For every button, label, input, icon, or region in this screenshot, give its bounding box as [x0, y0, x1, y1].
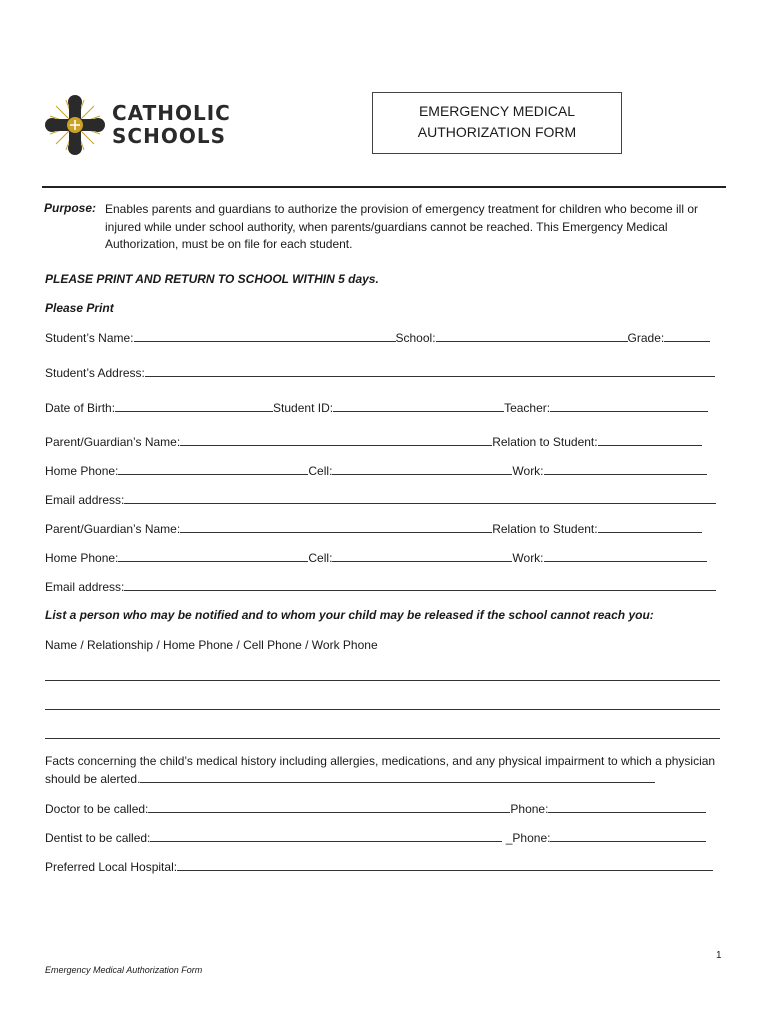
guardian1-work-label: Work:	[512, 464, 544, 478]
guardian1-email-field[interactable]	[124, 492, 716, 504]
contact-line-1[interactable]	[45, 680, 720, 681]
row-dentist	[45, 830, 706, 845]
grade-label: Grade:	[627, 331, 665, 345]
row-guardian1-email	[45, 492, 716, 507]
hospital-label: Preferred Local Hospital:	[45, 860, 178, 874]
medical-facts-field[interactable]	[140, 771, 655, 783]
page-number: 1	[716, 950, 722, 961]
school-label: School:	[395, 331, 436, 345]
guardian1-work-field[interactable]	[544, 463, 707, 475]
guardian2-email-field[interactable]	[124, 579, 716, 591]
guardian1-email-label: Email address:	[45, 493, 125, 507]
hospital-field[interactable]	[177, 859, 713, 871]
form-title-line-2: AUTHORIZATION FORM	[417, 124, 577, 140]
guardian1-cell-label: Cell:	[308, 464, 333, 478]
return-instruction: PLEASE PRINT AND RETURN TO SCHOOL WITHIN 5 days.	[45, 272, 379, 286]
student-id-field[interactable]	[333, 400, 504, 412]
guardian1-name-field[interactable]	[180, 434, 492, 446]
header-divider	[42, 186, 726, 188]
guardian2-relation-field[interactable]	[598, 521, 702, 533]
logo-wordmark	[112, 102, 231, 148]
contact-heading: List a person who may be notified and to whom your child may be released if the school cannot reach you:	[45, 608, 654, 622]
student-name-field[interactable]	[134, 330, 396, 342]
dentist-field[interactable]	[150, 830, 502, 842]
medical-facts	[45, 752, 725, 788]
footer-form-name: Emergency Medical Authorization Form	[45, 965, 203, 975]
dentist-phone-label: _Phone:	[505, 831, 551, 845]
guardian2-cell-field[interactable]	[332, 550, 512, 562]
guardian1-name-label: Parent/Guardian’s Name:	[45, 435, 181, 449]
student-address-field[interactable]	[145, 365, 715, 377]
teacher-field[interactable]	[550, 400, 708, 412]
doctor-phone-label: Phone:	[510, 802, 549, 816]
guardian2-name-field[interactable]	[180, 521, 492, 533]
student-name-label: Student’s Name:	[45, 331, 134, 345]
please-print-note: Please Print	[45, 301, 114, 315]
doctor-label: Doctor to be called:	[45, 802, 149, 816]
row-hospital	[45, 859, 713, 874]
row-guardian2-phones	[45, 550, 707, 565]
guardian2-home-label: Home Phone:	[45, 551, 119, 565]
guardian1-home-label: Home Phone:	[45, 464, 119, 478]
catholic-schools-logo	[42, 92, 231, 158]
row-guardian1-phones	[45, 463, 707, 478]
guardian1-relation-label: Relation to Student:	[492, 435, 598, 449]
guardian2-email-label: Email address:	[45, 580, 125, 594]
guardian2-work-label: Work:	[512, 551, 544, 565]
contact-columns: Name / Relationship / Home Phone / Cell Phone / Work Phone	[45, 638, 378, 652]
guardian1-home-field[interactable]	[118, 463, 308, 475]
row-guardian1-name	[45, 434, 702, 449]
guardian2-home-field[interactable]	[118, 550, 308, 562]
doctor-phone-field[interactable]	[548, 801, 706, 813]
form-title-line-1: EMERGENCY MEDICAL	[418, 103, 576, 119]
contact-line-3[interactable]	[45, 738, 720, 739]
dob-label: Date of Birth:	[45, 401, 116, 415]
logo-word-2: SCHOOLS	[112, 124, 226, 148]
student-address-label: Student’s Address:	[45, 366, 145, 380]
guardian2-work-field[interactable]	[544, 550, 707, 562]
dob-field[interactable]	[115, 400, 273, 412]
guardian2-cell-label: Cell:	[308, 551, 333, 565]
guardian2-name-label: Parent/Guardian’s Name:	[45, 522, 181, 536]
guardian2-relation-label: Relation to Student:	[492, 522, 598, 536]
contact-line-2[interactable]	[45, 709, 720, 710]
teacher-label: Teacher:	[504, 401, 551, 415]
guardian1-cell-field[interactable]	[332, 463, 512, 475]
row-dob	[45, 400, 708, 415]
medical-facts-text: Facts concerning the child’s medical history including allergies, medications, and any physical impairment to which a physician should be alerted.	[45, 754, 716, 786]
form-title-box	[372, 92, 622, 154]
grade-field[interactable]	[664, 330, 710, 342]
purpose-text: Enables parents and guardians to authorize the provision of emergency treatment for children who become ill or injured while under school authority, when parents/guardians cannot be reached. This Emergency Medical Authorization, must be on file for each student.	[105, 202, 698, 251]
cross-emblem-icon	[42, 92, 108, 158]
row-student-address	[45, 365, 715, 380]
guardian1-relation-field[interactable]	[598, 434, 702, 446]
school-field[interactable]	[436, 330, 628, 342]
logo-word-1: CATHOLIC	[112, 101, 231, 125]
row-guardian2-name	[45, 521, 702, 536]
row-doctor	[45, 801, 706, 816]
row-guardian2-email	[45, 579, 716, 594]
student-id-label: Student ID:	[273, 401, 334, 415]
row-student-name	[45, 330, 710, 345]
dentist-phone-field[interactable]	[550, 830, 706, 842]
doctor-field[interactable]	[148, 801, 510, 813]
purpose-label: Purpose:	[44, 201, 97, 215]
dentist-label: Dentist to be called:	[45, 831, 151, 845]
